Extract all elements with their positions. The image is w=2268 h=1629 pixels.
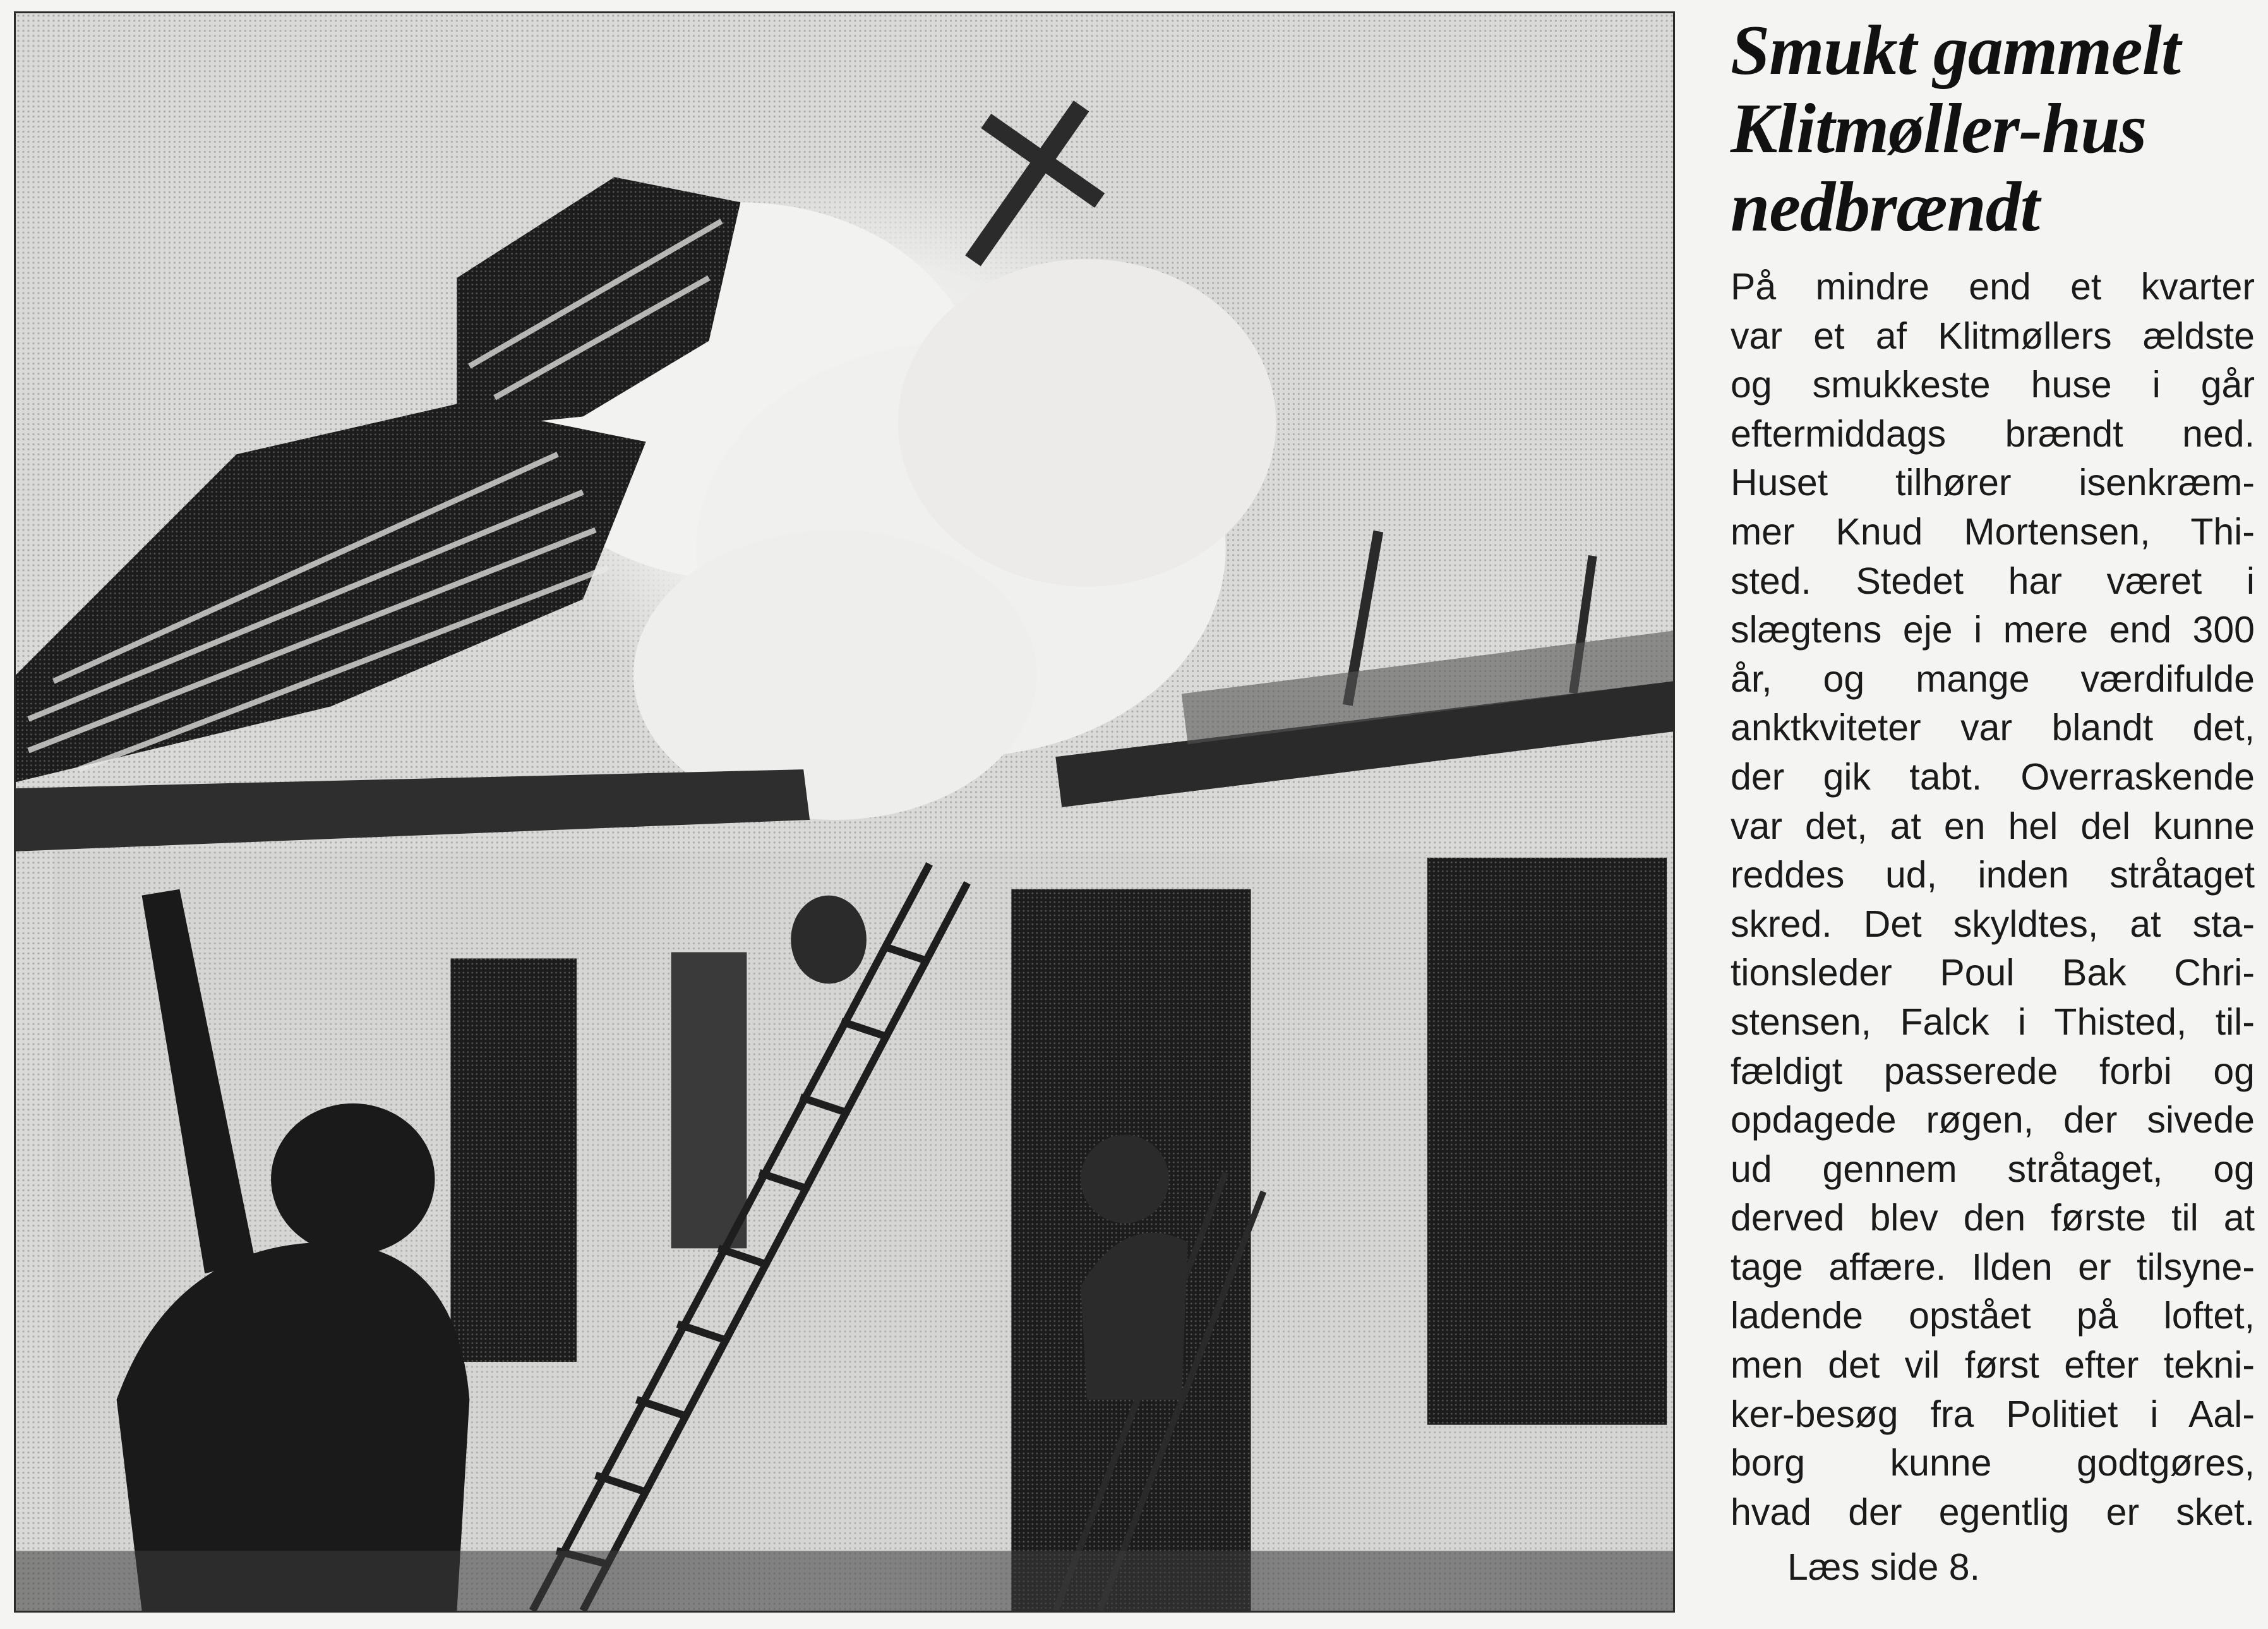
body-line: sted. Stedet har været i xyxy=(1731,560,2255,602)
body-line: var et af Klitmøllers ældste xyxy=(1731,315,2255,357)
body-line: år, og mange værdifulde xyxy=(1731,658,2255,700)
article-headline xyxy=(1731,11,2255,246)
headline-line: nedbrændt xyxy=(1731,168,2039,246)
body-line: Huset tilhører isenkræm- xyxy=(1731,462,2255,504)
page-reference: Læs side 8. xyxy=(1787,1546,1980,1589)
ground xyxy=(16,1551,1673,1611)
body-line: ker-besøg fra Politiet i Aal- xyxy=(1731,1393,2255,1435)
body-line: og smukkeste huse i går xyxy=(1731,364,2255,406)
body-line: der gik tabt. Overraskende xyxy=(1731,755,2255,798)
fire-photo xyxy=(14,11,1675,1613)
article-column xyxy=(1731,11,2255,1616)
headline-line: Klitmøller-hus xyxy=(1731,90,2147,168)
body-line: borg kunne godtgøres, xyxy=(1731,1442,2255,1484)
body-line: opdagede røgen, der sivede xyxy=(1731,1099,2255,1141)
body-line: slægtens eje i mere end 300 xyxy=(1731,609,2255,651)
burning-house-illustration xyxy=(16,13,1673,1611)
body-line: skred. Det skyldtes, at sta- xyxy=(1731,903,2255,945)
body-line: hvad der egentlig er sket. xyxy=(1731,1491,2255,1533)
body-line: anktkviteter var blandt det, xyxy=(1731,707,2255,749)
article-body xyxy=(1731,263,2255,1537)
headline-line: Smukt gammelt xyxy=(1731,11,2180,90)
body-line: stensen, Falck i Thisted, til- xyxy=(1731,1001,2255,1043)
body-line: mer Knud Mortensen, Thi- xyxy=(1731,510,2255,553)
body-line: var det, at en hel del kunne xyxy=(1731,805,2255,847)
body-line: tage affære. Ilden er tilsyne- xyxy=(1731,1246,2255,1288)
body-line: derved blev den første til at xyxy=(1731,1197,2255,1239)
body-line: eftermiddags brændt ned. xyxy=(1731,412,2255,455)
body-line: fældigt passerede forbi og xyxy=(1731,1050,2255,1092)
body-line: men det vil først efter tekni- xyxy=(1731,1344,2255,1386)
body-line: ud gennem stråtaget, og xyxy=(1731,1148,2255,1190)
body-line: tionsleder Poul Bak Chri- xyxy=(1731,952,2255,994)
body-line: reddes ud, inden stråtaget xyxy=(1731,854,2255,896)
body-line: På mindre end et kvarter xyxy=(1731,266,2255,308)
body-line: ladende opstået på loftet, xyxy=(1731,1295,2255,1337)
